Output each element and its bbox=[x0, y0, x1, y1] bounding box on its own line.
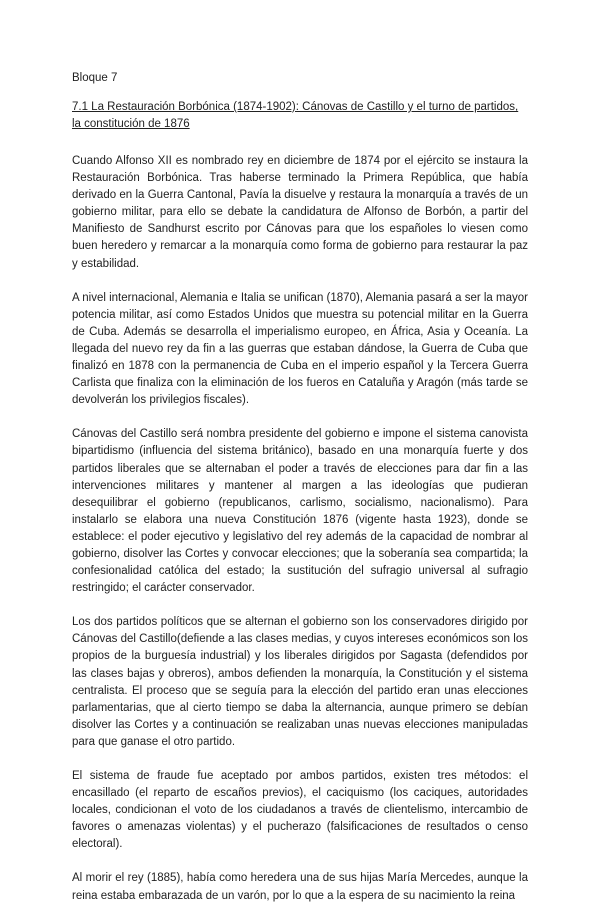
block-label: Bloque 7 bbox=[72, 72, 118, 84]
paragraph-restauracion: Cuando Alfonso XII es nombrado rey en diciembre de 1874 por el ejército se instaura la Restauración Borbónica. Tras haberse terminado la Primera República, que había derivado en la Guerra Cantonal, Pavía la disuelve y restaura la monarquía a través de un gobierno militar, para ello se debate la candidatura de Alfonso de Borbón, a partir del Manifiesto de Sandhurst escrito por Cánovas para que los españoles lo viesen como buen heredero y remarcar a la monarquía como forma de gobierno para restaurar la paz y estabilidad. bbox=[72, 155, 528, 270]
paragraph-sistema-fraude: El sistema de fraude fue aceptado por ambos partidos, existen tres métodos: el encasillado (el reparto de escaños previos), el caciquismo (los caciques, autoridades locales, condicionan el voto de los ciudadanos a través de clientelismo, intercambio de favores o amenazas violentas) y el pucherazo (falsificaciones de resultados o censo electoral). bbox=[72, 770, 528, 851]
paragraph-sistema-canovista: Cánovas del Castillo será nombra presidente del gobierno e impone el sistema canovista bipartidismo (influencia del sistema británico), basado en una monarquía fuerte y dos partidos liberales que se alternaban el poder a través de elecciones para dar fin a las intervenciones militares y mantener al margen a las ideologías que pudieran desequilibrar el gobierno (republicanos, carlismo, socialismo, nacionalismo). Para instalarlo se elabora una nueva Constitución 1876 (vigente hasta 1923), donde se establece: el poder ejecutivo y legislativo del rey además de la capacidad de nombrar al gobierno, disolver las Cortes y convocar elecciones; que la soberanía sea compartida; la confesionalidad católica del estado; la sustitución del sufragio universal al sufragio restringido; el carácter conservador. bbox=[72, 428, 528, 595]
paragraph-contexto-internacional: A nivel internacional, Alemania e Italia se unifican (1870), Alemania pasará a ser la mayor potencia militar, así como Estados Unidos que muestra su potencial militar en la Guerra de Cuba. Además se desarrolla el imperialismo europeo, en África, Asia y Oceanía. La llegada del nuevo rey da fin a las guerras que estaban dándose, la Guerra de Cuba que finalizó en 1878 con la permanencia de Cuba en el imperio español y la Tercera Guerra Carlista que finaliza con la eliminación de los fueros en Cataluña y Aragón (más tarde se devolverán los privilegios fiscales). bbox=[72, 291, 528, 407]
section-title: 7.1 La Restauración Borbónica (1874-1902): Cánovas de Castillo y el turno de partidos, la constitución de 1876 bbox=[72, 101, 519, 130]
document-page bbox=[72, 70, 528, 922]
paragraph-partidos-politicos: Los dos partidos políticos que se alternan el gobierno son los conservadores dirigido por Cánovas del Castillo(defiende a las clases medias, y cuyos intereses económicos son los propios de la burguesía industrial) y los liberales dirigidos por Sagasta (defendidos por las clases bajas y obreros), ambos defienden la monarquía, la Constitución y el sistema centralista. El proceso que se seguía para la elección del partido eran unas elecciones parlamentarias, que al cierto tiempo se daba la alternancia, aunque primero se debían disolver las Cortes y a continuación se realizaban unas nuevas elecciones manipuladas para que ganase el otro partido. bbox=[72, 616, 528, 748]
paragraph-muerte-rey: Al morir el rey (1885), había como heredera una de sus hijas María Mercedes, aunque la reina estaba embarazada de un varón, por lo que a la espera de su nacimiento la reina bbox=[72, 872, 528, 902]
